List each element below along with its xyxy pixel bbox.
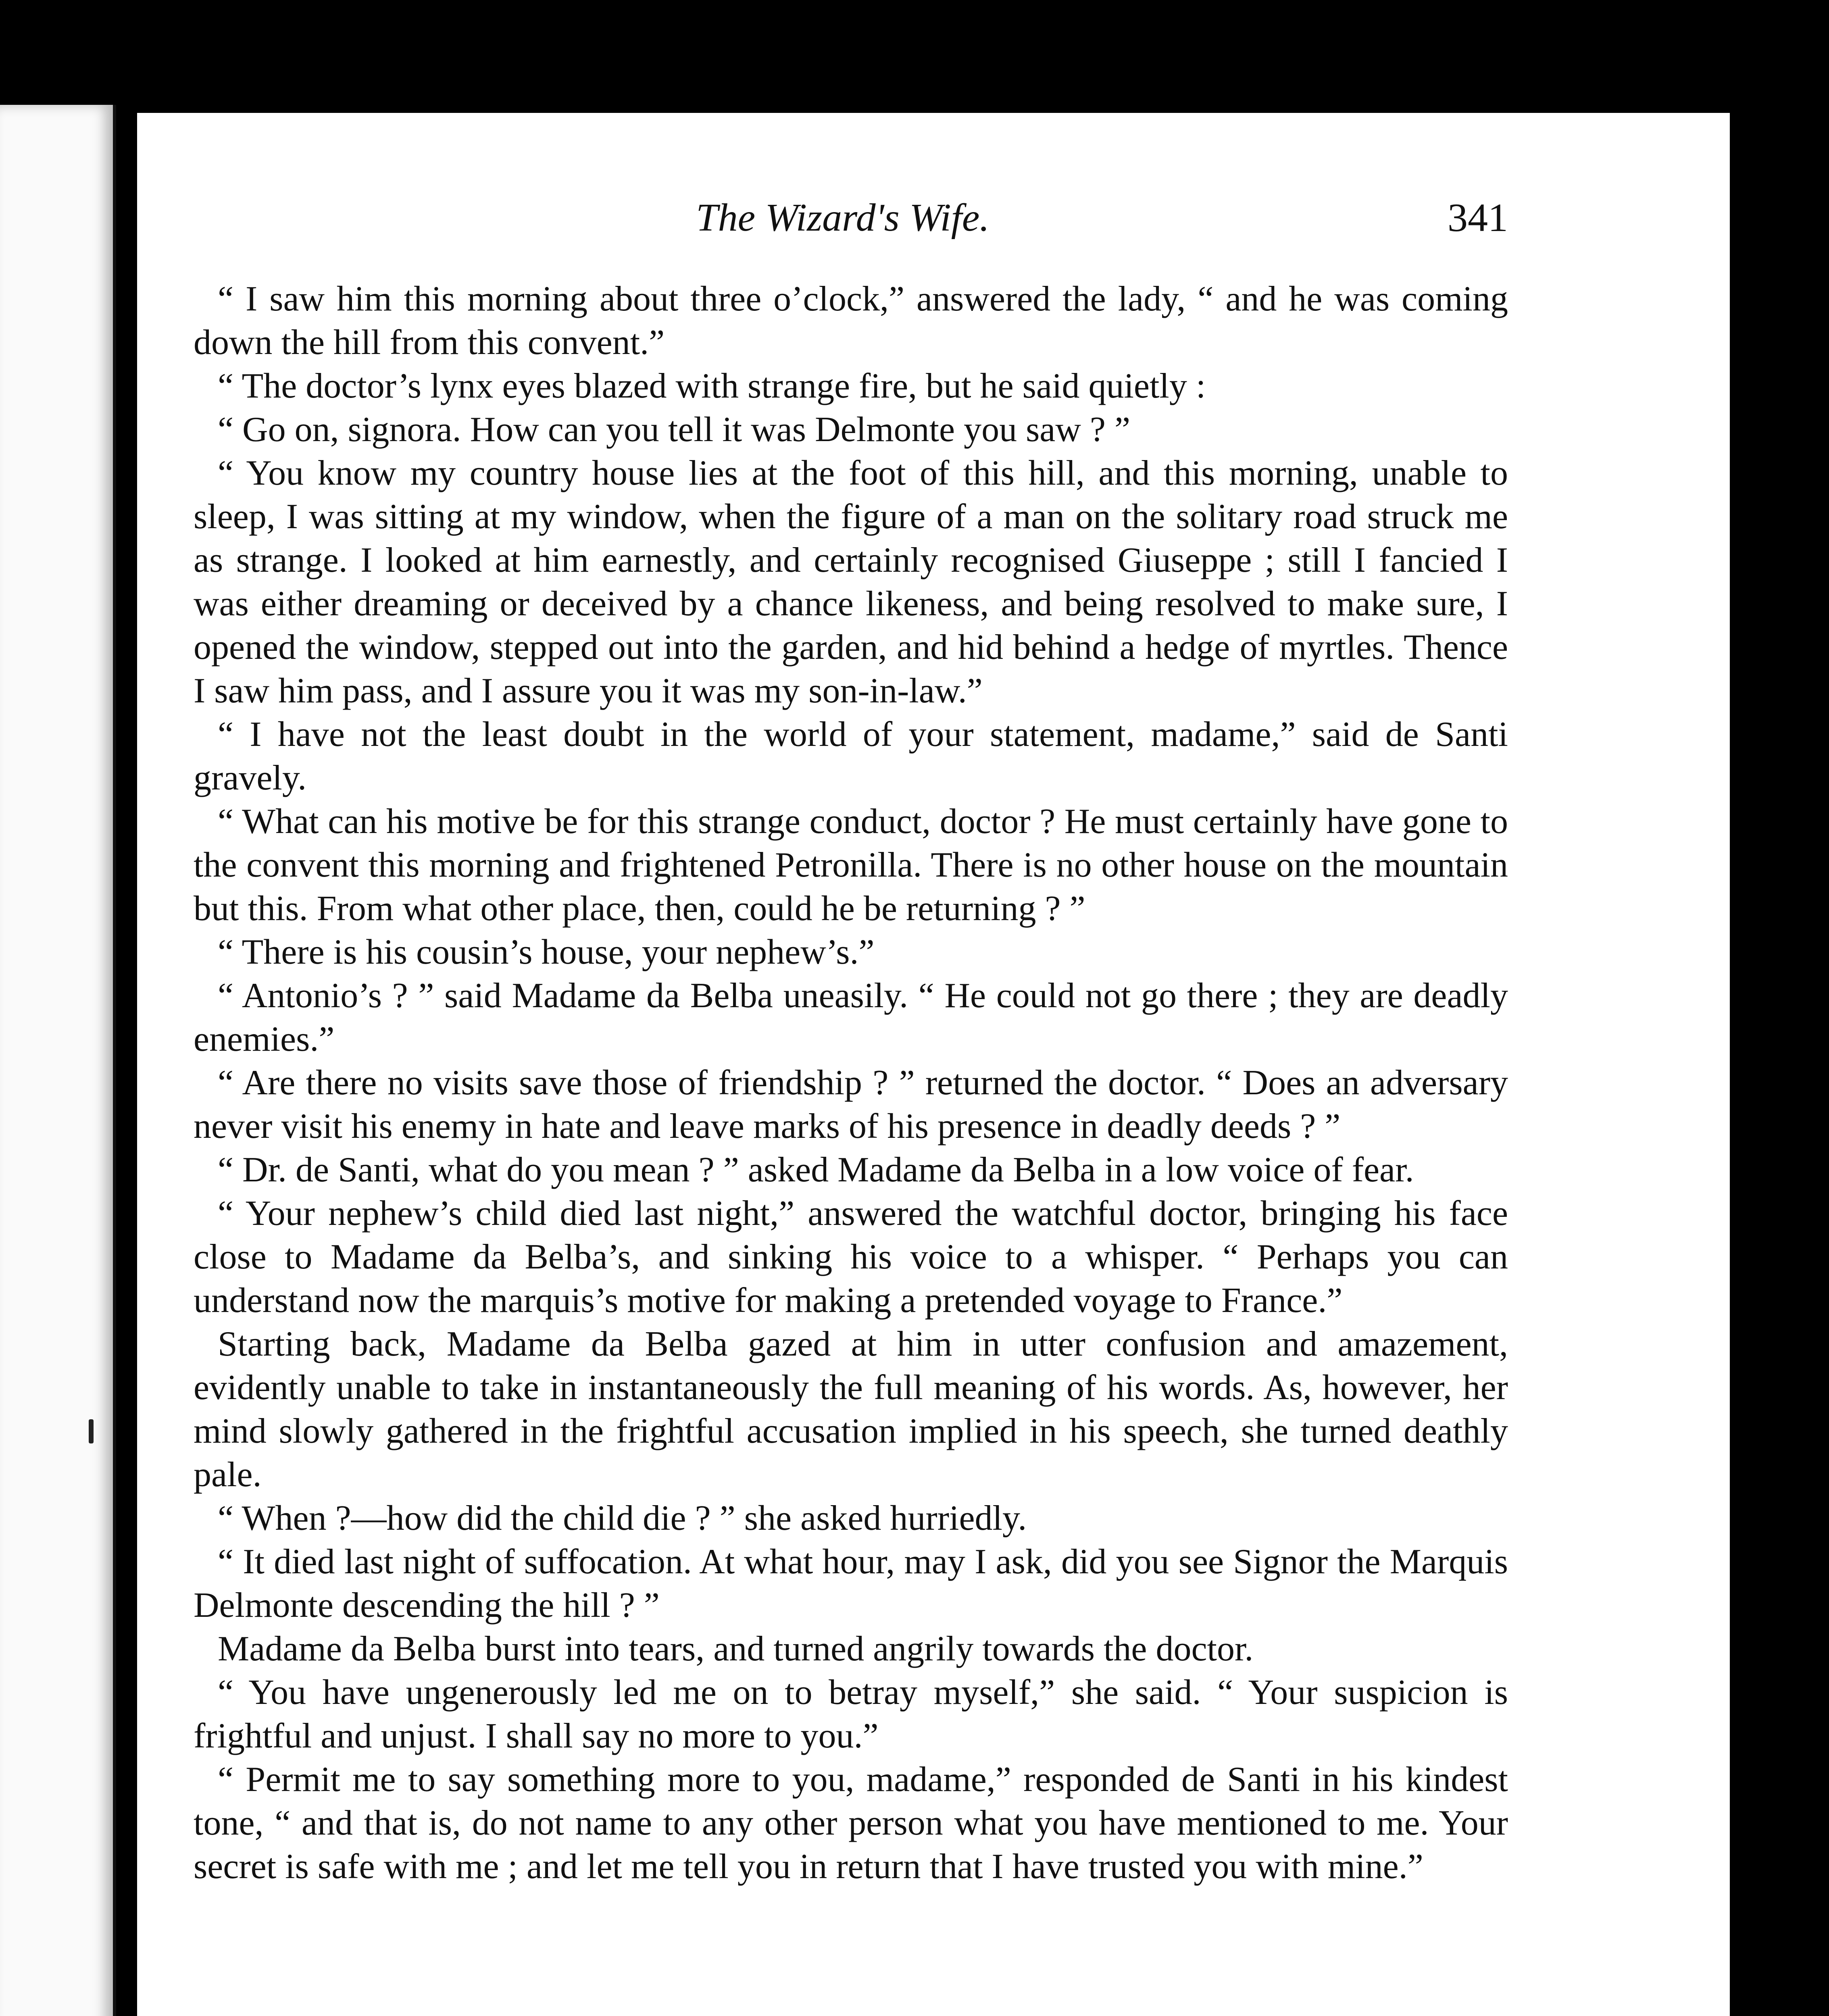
paragraph: “ Dr. de Santi, what do you mean ? ” asked Madame da Belba in a low voice of fear. [218, 1150, 1414, 1189]
margin-mark [89, 1419, 94, 1443]
paragraph: “ What can his motive be for this strange conduct, doctor ? He must certainly have gone to the convent this morning and frightened Petronilla. There is no other house on the mountain but this. From what other place, then, could he be returning ? ” [194, 802, 1508, 928]
paragraph: “ Antonio’s ? ” said Madame da Belba uneasily. “ He could not go there ; they are deadly enemies.” [194, 976, 1508, 1059]
paragraph: “ Your nephew’s child died last night,” answered the watchful doctor, bringing his face close to Madame da Belba’s, and sinking his voice to a whisper. “ Perhaps you can understand now the marquis’s motive for making a pretended voyage to France.” [194, 1194, 1508, 1320]
paragraph: “ There is his cousin’s house, your nephew’s.” [218, 933, 875, 972]
running-head [177, 185, 1508, 250]
paragraph: “ It died last night of suffocation. At what hour, may I ask, did you see Signor the Marquis Delmonte descending the hill ? ” [194, 1542, 1508, 1625]
paragraph: Madame da Belba burst into tears, and turned angrily towards the doctor. [218, 1629, 1254, 1668]
paragraph: “ You know my country house lies at the foot of this hill, and this morning, unable to sleep, I was sitting at my window, when the figure of a man on the solitary road struck me as strange. I looked at him earnestly, and certainly recognised Giuseppe ; still I fancied I was either dreaming or deceived by a chance likeness, and being resolved to make sure, I opened the window, stepped out into the garden, and hid behind a hedge of myrtles. Thence I saw him pass, and I assure you it was my son-in-law.” [194, 454, 1508, 710]
paragraph: “ I have not the least doubt in the world of your statement, madame,” said de Santi gravely. [194, 715, 1508, 798]
page-number: 341 [1448, 195, 1508, 240]
paragraph: “ You have ungenerously led me on to betray myself,” she said. “ Your suspicion is frightful and unjust. I shall say no more to you.” [194, 1673, 1508, 1756]
facing-page-edge [0, 105, 116, 2016]
paragraph: “ Go on, signora. How can you tell it was Delmonte you saw ? ” [218, 410, 1131, 449]
paragraph: “ I saw him this morning about three o’clock,” answered the lady, “ and he was coming down the hill from this convent.” [194, 279, 1508, 362]
paragraph: “ Are there no visits save those of friendship ? ” returned the doctor. “ Does an adversary never visit his enemy in hate and leave marks of his presence in deadly deeds ? ” [194, 1063, 1508, 1146]
running-title: The Wizard's Wife. [696, 196, 989, 240]
paragraph: “ The doctor’s lynx eyes blazed with strange fire, but he said quietly : [218, 367, 1206, 406]
paragraph: Starting back, Madame da Belba gazed at him in utter confusion and amazement, evidently unable to take in instantaneously the full meaning of his words. As, however, her mind slowly gathered in the frightful accusation implied in his speech, she turned deathly pale. [194, 1325, 1508, 1494]
paragraph: “ When ?—how did the child die ? ” she asked hurriedly. [218, 1499, 1027, 1538]
paragraph: “ Permit me to say something more to you, madame,” responded de Santi in his kindest tone, “ and that is, do not name to any other person what you have mentioned to me. Your secret is safe with me ; and let me tell you in return that I have trusted you with mine.” [194, 1760, 1508, 1886]
body-text [194, 277, 1508, 1889]
